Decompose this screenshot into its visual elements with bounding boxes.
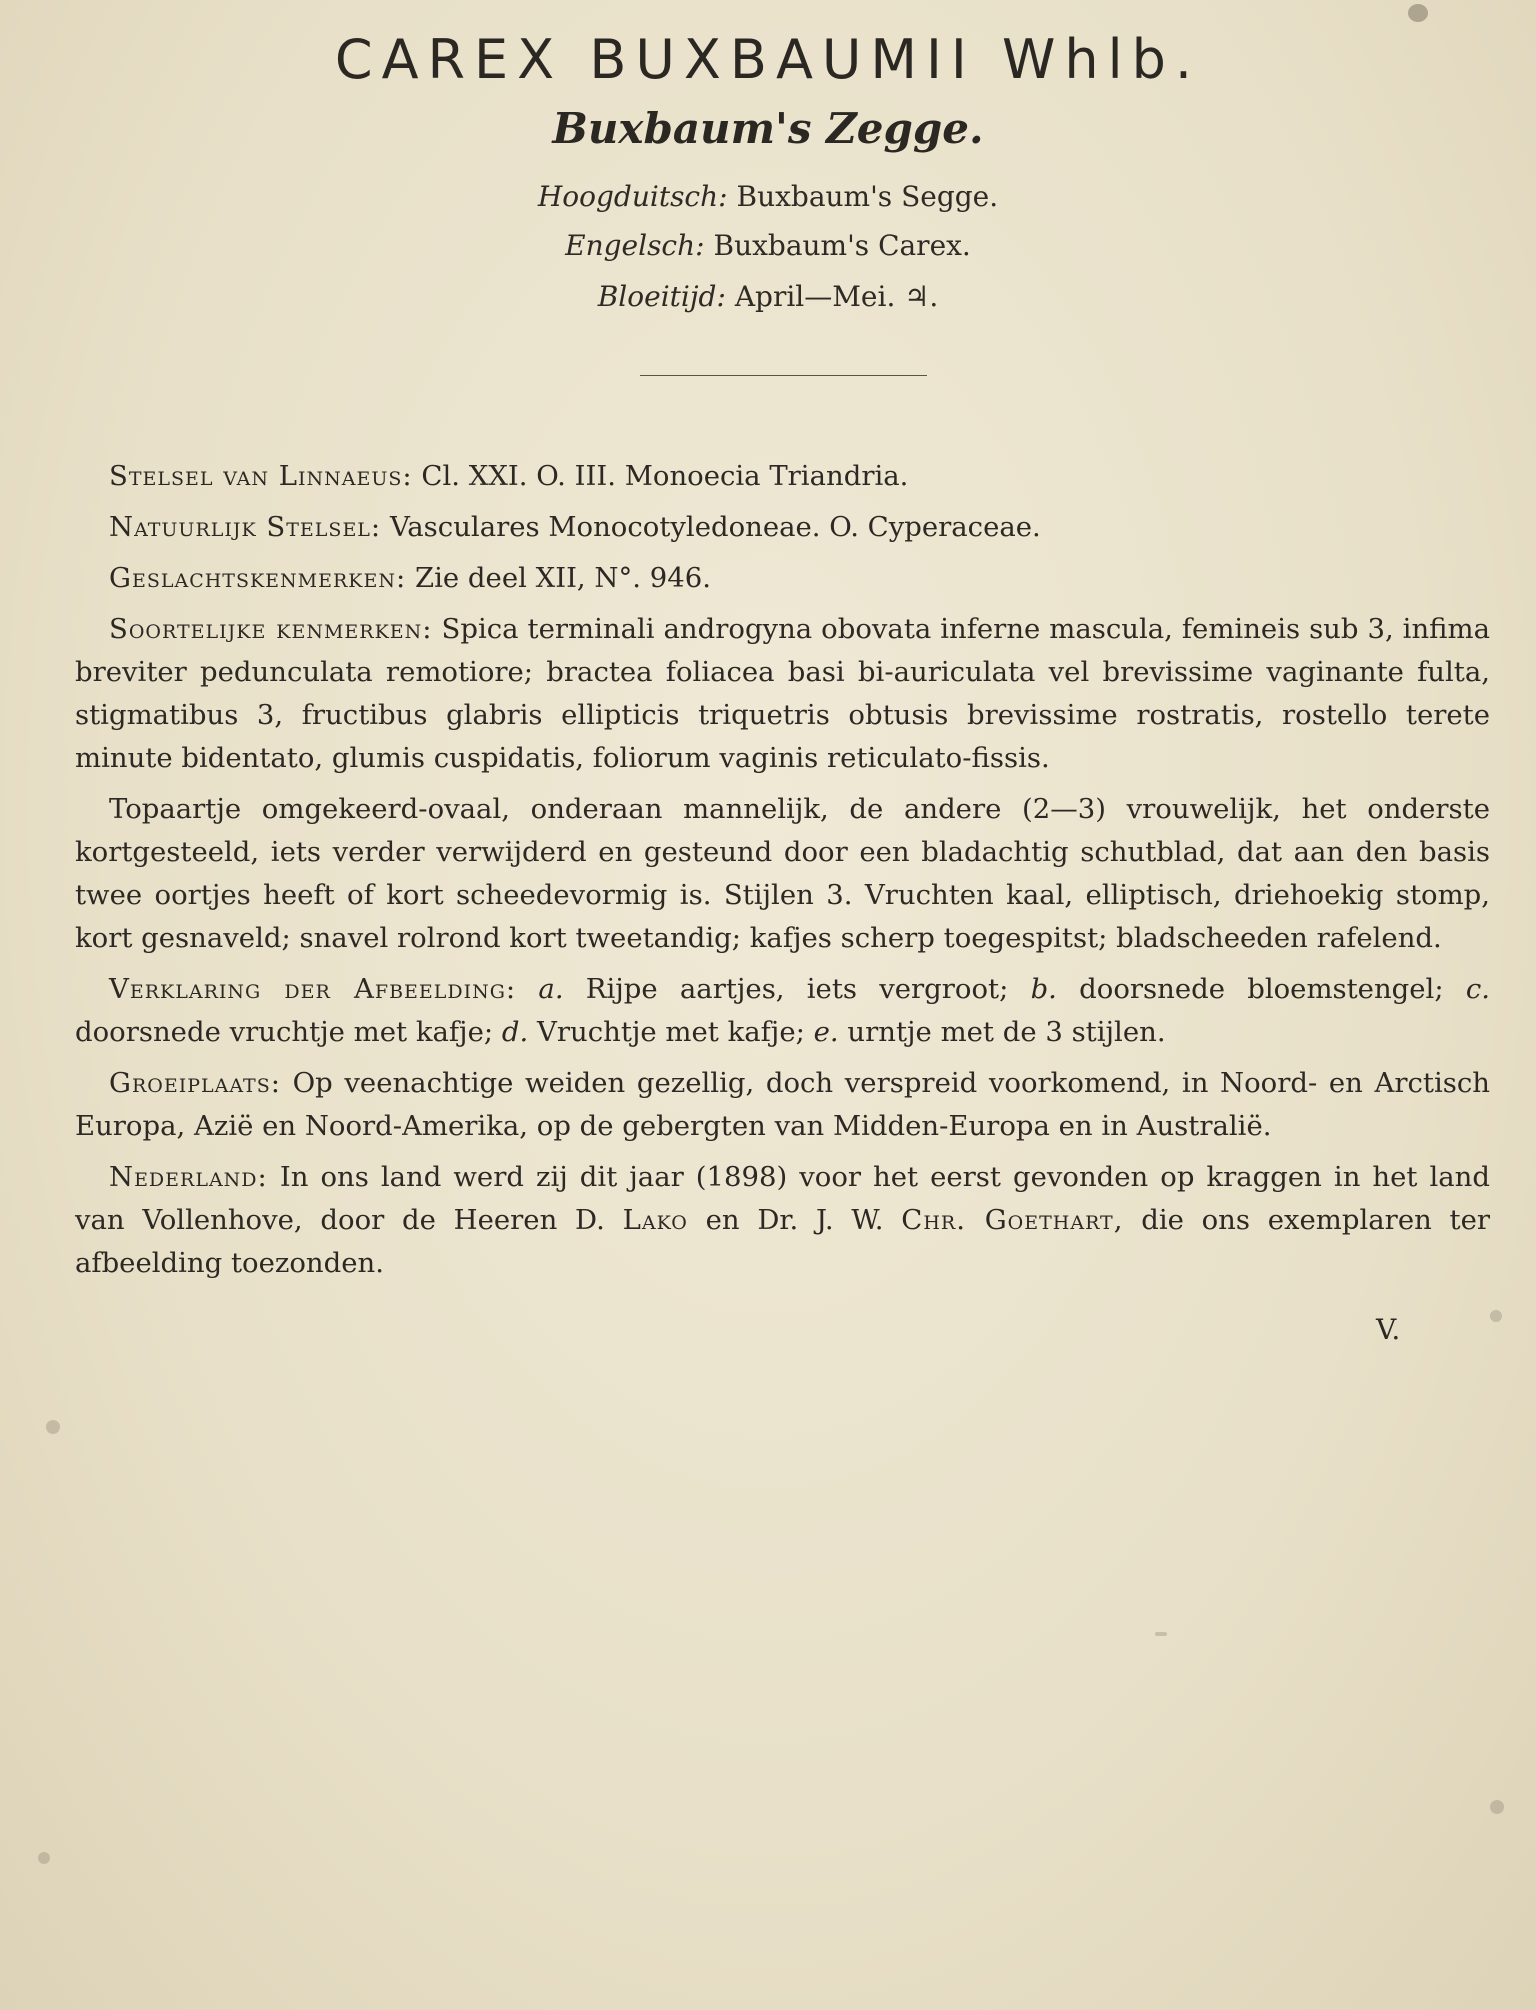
section-text: Vasculares Monocotyledoneae. O. Cyperaceae. xyxy=(389,511,1041,543)
section-text: Op veenachtige weiden gezellig, doch verspreid voorkomend, in Noord- en Arctisch Europa, Azië en Noord-Amerika, op de gebergten van Midden-Europa en in Australië. xyxy=(75,1067,1490,1142)
name-value: Buxbaum's Segge. xyxy=(736,180,999,213)
name-label: Bloeitijd: xyxy=(597,280,726,313)
paragraph-geslacht xyxy=(75,557,1490,600)
item-key: d. xyxy=(501,1016,529,1048)
name-label: Hoogduitsch: xyxy=(537,180,728,213)
paper-spot xyxy=(1490,1800,1504,1814)
paper-spot xyxy=(38,1852,50,1864)
name-value: April—Mei. ♃. xyxy=(734,280,939,313)
name-line-english xyxy=(0,229,1536,262)
body-text xyxy=(75,455,1490,1293)
paper-spot xyxy=(1155,1632,1167,1636)
item-text: doorsnede vruchtje met kafje; xyxy=(75,1016,494,1048)
item-key: e. xyxy=(813,1016,839,1048)
name-line-german xyxy=(0,180,1536,213)
paragraph-groeiplaats xyxy=(75,1062,1490,1148)
name-line-bloeitijd xyxy=(0,280,1536,313)
paper-spot xyxy=(1490,1310,1502,1322)
section-text: Zie deel XII, N°. 946. xyxy=(415,562,711,594)
section-label: Geslachtskenmerken: xyxy=(109,562,407,594)
section-label: Verklaring der Afbeelding: xyxy=(109,973,517,1005)
item-key: c. xyxy=(1465,973,1490,1005)
paragraph-linnaeus xyxy=(75,455,1490,498)
section-label: Soortelijke kenmerken: xyxy=(109,613,433,645)
page-title: CAREX BUXBAUMII Whlb. xyxy=(334,28,1202,91)
item-text: doorsnede bloemstengel; xyxy=(1079,973,1444,1005)
item-key: a. xyxy=(538,973,564,1005)
paragraph-natuurlijk xyxy=(75,506,1490,549)
paragraph-soort xyxy=(75,608,1490,780)
separator-rule xyxy=(640,375,927,376)
section-label: Nederland: xyxy=(109,1161,268,1193)
paragraph-topaartje xyxy=(75,788,1490,960)
item-text: Vruchtje met kafje; xyxy=(537,1016,805,1048)
paragraph-nederland xyxy=(75,1156,1490,1285)
paragraph-verklaring xyxy=(75,968,1490,1054)
section-text: Topaartje omgekeerd-ovaal, onderaan mannelijk, de andere (2—3) vrouwelijk, het onderste kortgesteeld, iets verder verwijderd en gesteund door een bladachtig schutblad, dat aan den basis twee oortjes heeft of kort scheedevormig is. Stijlen 3. Vruchten kaal, elliptisch, driehoekig stomp, kort gesnaveld; snavel rolrond kort tweetandig; kafjes scherp toegespitst; bladscheeden rafelend. xyxy=(75,793,1490,954)
paper-spot xyxy=(1408,4,1428,22)
section-text: In ons land werd zij dit jaar (1898) voor het eerst gevonden op kraggen in het land van Vollenhove, door de Heeren D. xyxy=(75,1161,1490,1236)
section-text: die ons exemplaren ter afbeelding toezonden. xyxy=(75,1204,1491,1279)
person-name: Chr. Goethart, xyxy=(901,1204,1124,1236)
paper-spot xyxy=(46,1420,60,1434)
section-text: Spica terminali androgyna obovata inferne mascula, femineis sub 3, infima breviter pedunculata remotiore; bractea foliacea basi bi-auriculata vel brevissime vaginante fulta, stigmatibus 3, fructibus glabris ellipticis triquetris obtusis brevissime rostratis, rostello terete minute bidentato, glumis cuspidatis, foliorum vaginis reticulato-fissis. xyxy=(75,613,1490,774)
page-subtitle: Buxbaum's Zegge. xyxy=(552,104,984,153)
section-text: Cl. XXI. O. III. Monoecia Triandria. xyxy=(421,460,909,492)
section-label: Groeiplaats: xyxy=(109,1067,281,1099)
item-text: Rijpe aartjes, iets vergroot; xyxy=(585,973,1009,1005)
section-label: Natuurlijk Stelsel: xyxy=(109,511,382,543)
person-name: Lako xyxy=(622,1204,688,1236)
item-text: urntje met de 3 stijlen. xyxy=(847,1016,1166,1048)
name-value: Buxbaum's Carex. xyxy=(713,229,971,262)
section-label: Stelsel van Linnaeus: xyxy=(109,460,413,492)
section-text: en Dr. J. W. xyxy=(705,1204,884,1236)
item-key: b. xyxy=(1030,973,1057,1005)
name-label: Engelsch: xyxy=(565,229,705,262)
signature: V. xyxy=(1376,1313,1401,1346)
